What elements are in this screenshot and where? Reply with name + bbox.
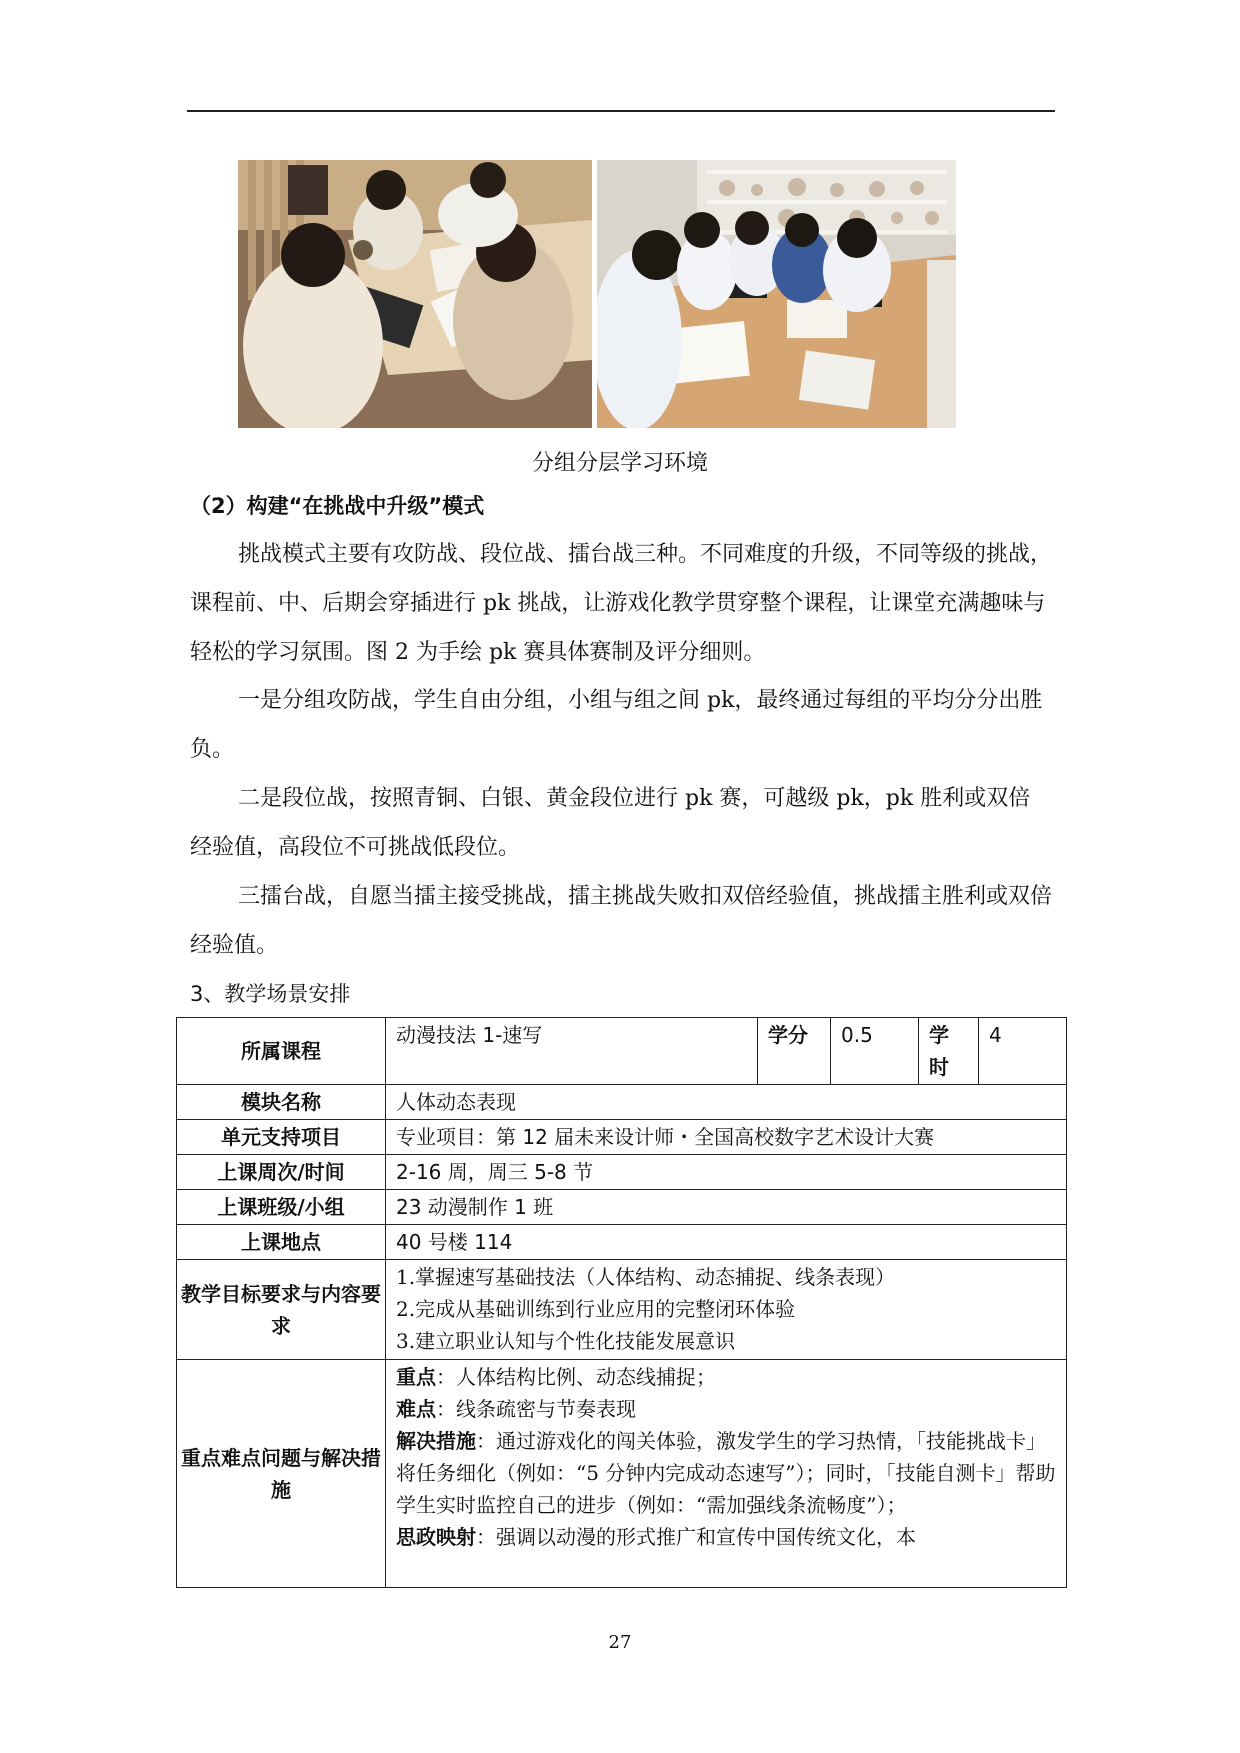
project-label: 单元支持项目 <box>177 1120 386 1155</box>
goal-item: 2.完成从基础训练到行业应用的完整闭环体验 <box>396 1297 796 1321</box>
table-row <box>177 1360 1067 1588</box>
goals-list <box>386 1260 1067 1360</box>
paragraph-arena-battle <box>190 872 1052 970</box>
goal-item: 1.掌握速写基础技法（人体结构、动态捕捉、线条表现） <box>396 1265 896 1289</box>
solution-text: ：通过游戏化的闯关体验，激发学生的学习热情，「技能挑战卡」将任务细化（例如：“5 分钟内完成动态速写”）；同时，「技能自测卡」帮助学生实时监控自己的进步（例如：“需加强线条流畅度”）； <box>396 1429 1056 1517</box>
teaching-scene-table <box>176 1017 1067 1588</box>
table-row <box>177 1120 1067 1155</box>
paragraph-text: 一是分组攻防战，学生自由分组，小组与组之间 pk，最终通过每组的平均分分出胜负。 <box>190 688 1043 762</box>
goal-item: 3.建立职业认知与个性化技能发展意识 <box>396 1329 736 1353</box>
module-value: 人体动态表现 <box>386 1085 1067 1120</box>
key-issues-label: 重点难点问题与解决措施 <box>177 1360 386 1588</box>
group-study-photo-left <box>238 160 592 428</box>
hours-label: 学时 <box>919 1018 979 1085</box>
ideology-label: 思政映射 <box>396 1525 476 1549</box>
time-label: 上课周次/时间 <box>177 1155 386 1190</box>
class-value: 23 动漫制作 1 班 <box>386 1190 1067 1225</box>
solution-label: 解决措施 <box>396 1429 476 1453</box>
key-issues-content <box>386 1360 1067 1588</box>
key-points-line <box>396 1361 1056 1393</box>
section-3-heading: 3、教学场景安排 <box>190 982 351 1006</box>
paragraph-attack-defense <box>190 676 1052 774</box>
project-value: 专业项目：第 12 届未来设计师・全国高校数字艺术设计大赛 <box>386 1120 1067 1155</box>
credit-label: 学分 <box>758 1018 831 1085</box>
header-rule <box>187 110 1055 112</box>
hours-value: 4 <box>979 1018 1067 1085</box>
paragraph-challenge-modes <box>190 530 1052 677</box>
ideology-line <box>396 1521 1056 1553</box>
table-row <box>177 1260 1067 1360</box>
table-row <box>177 1225 1067 1260</box>
location-label: 上课地点 <box>177 1225 386 1260</box>
course-label: 所属课程 <box>177 1018 386 1085</box>
table-row <box>177 1155 1067 1190</box>
course-value: 动漫技法 1-速写 <box>386 1018 758 1085</box>
group-study-photo-right <box>597 160 956 428</box>
paragraph-text: 二是段位战，按照青铜、白银、黄金段位进行 pk 赛，可越级 pk，pk 胜利或双倍经验值，高段位不可挑战低段位。 <box>190 786 1031 860</box>
class-label: 上课班级/小组 <box>177 1190 386 1225</box>
time-value: 2-16 周，周三 5-8 节 <box>386 1155 1067 1190</box>
module-label: 模块名称 <box>177 1085 386 1120</box>
table-row <box>177 1190 1067 1225</box>
difficulty-line <box>396 1393 1056 1425</box>
key-points-label: 重点 <box>396 1365 436 1389</box>
section-2-heading: （2）构建“在挑战中升级”模式 <box>190 494 485 518</box>
paragraph-text: 挑战模式主要有攻防战、段位战、擂台战三种。不同难度的升级，不同等级的挑战，课程前、中、后期会穿插进行 pk 挑战，让游戏化教学贯穿整个课程，让课堂充满趣味与轻松的学习氛围。图 2 为手绘 pk 赛具体赛制及评分细则。 <box>190 542 1053 665</box>
difficulty-text: ：线条疏密与节奏表现 <box>436 1397 636 1421</box>
paragraph-rank-battle <box>190 774 1052 872</box>
key-points-text: ：人体结构比例、动态线捕捉； <box>436 1365 716 1389</box>
table-row <box>177 1085 1067 1120</box>
location-value: 40 号楼 114 <box>386 1225 1067 1260</box>
difficulty-label: 难点 <box>396 1397 436 1421</box>
page-number: 27 <box>608 1632 632 1653</box>
goals-label: 教学目标要求与内容要求 <box>177 1260 386 1360</box>
solution-line <box>396 1425 1056 1521</box>
figure-caption: 分组分层学习环境 <box>531 451 708 476</box>
table-row <box>177 1018 1067 1085</box>
credit-value: 0.5 <box>831 1018 919 1085</box>
ideology-text: ：强调以动漫的形式推广和宣传中国传统文化，本 <box>476 1525 916 1549</box>
paragraph-text: 三擂台战，自愿当擂主接受挑战，擂主挑战失败扣双倍经验值，挑战擂主胜利或双倍经验值。 <box>190 884 1053 958</box>
